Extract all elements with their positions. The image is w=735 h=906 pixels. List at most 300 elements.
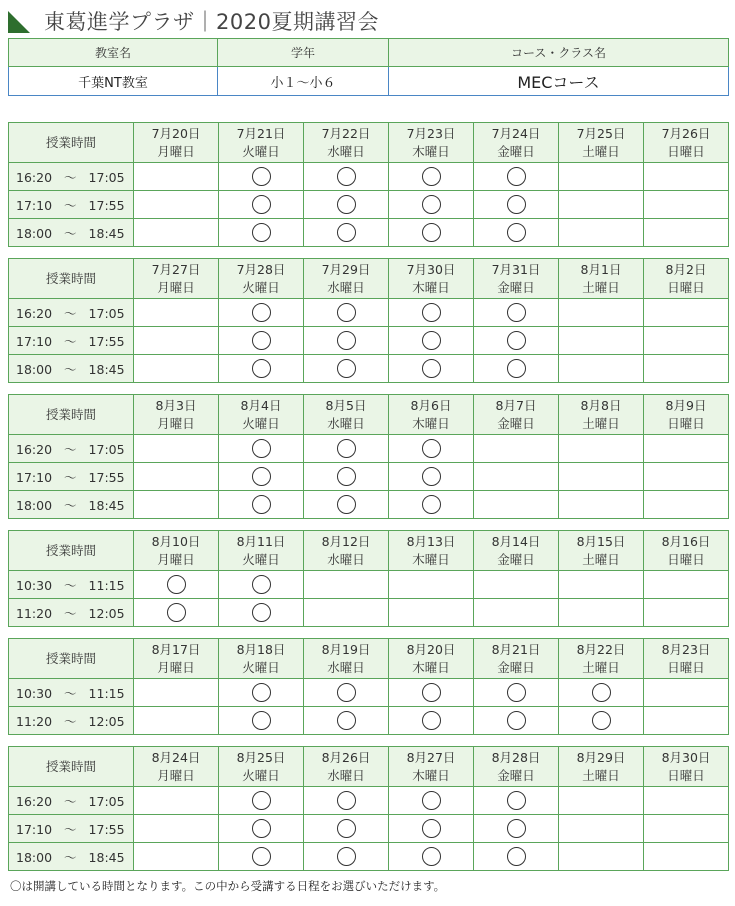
- slot-end: 17:55: [88, 197, 125, 213]
- slot-start: 16:20: [16, 169, 53, 185]
- schedule-cell: [304, 219, 389, 247]
- time-slot-row: [9, 815, 729, 843]
- schedule-cell: [559, 463, 644, 491]
- time-column-header: 授業時間: [9, 259, 134, 299]
- slot-start: 16:20: [16, 441, 53, 457]
- time-column-header: 授業時間: [9, 123, 134, 163]
- time-slot: [9, 163, 134, 191]
- open-circle-icon: [252, 791, 271, 810]
- day-header: [474, 123, 559, 163]
- day-header: [219, 259, 304, 299]
- schedule-cell: [134, 815, 219, 843]
- time-column-header: 授業時間: [9, 747, 134, 787]
- schedule-cell: [219, 191, 304, 219]
- day-weekday: 水曜日: [327, 143, 365, 159]
- slot-end: 17:55: [88, 821, 125, 837]
- title-triangle-icon: [8, 11, 30, 33]
- day-date: 8月8日: [580, 397, 622, 413]
- day-weekday: 日曜日: [667, 415, 705, 431]
- slot-start: 17:10: [16, 197, 53, 213]
- class-info-header-row: [9, 39, 729, 67]
- schedule-cell: [474, 355, 559, 383]
- page-title: 東葛進学プラザ｜2020夏期講習会: [44, 10, 379, 34]
- day-date: 7月30日: [406, 261, 456, 277]
- day-header: [474, 639, 559, 679]
- day-weekday: 木曜日: [412, 551, 450, 567]
- time-slot: [9, 815, 134, 843]
- day-header: [219, 531, 304, 571]
- slot-end: 17:05: [88, 169, 125, 185]
- schedule-cell: [389, 787, 474, 815]
- day-date: 7月26日: [661, 125, 711, 141]
- time-slot: [9, 191, 134, 219]
- schedule-cell: [474, 787, 559, 815]
- schedule-cell: [134, 787, 219, 815]
- schedule-cell: [134, 463, 219, 491]
- slot-start: 11:20: [16, 713, 53, 729]
- schedule-cell: [389, 327, 474, 355]
- schedule-header-row: [9, 395, 729, 435]
- day-header: [389, 123, 474, 163]
- open-circle-icon: [507, 711, 526, 730]
- schedule-cell: [644, 815, 729, 843]
- slot-separator: ～: [64, 577, 77, 593]
- open-circle-icon: [592, 683, 611, 702]
- day-date: 8月15日: [576, 533, 626, 549]
- day-weekday: 火曜日: [242, 279, 280, 295]
- schedule-cell: [304, 299, 389, 327]
- day-date: 8月28日: [491, 749, 541, 765]
- open-circle-icon: [507, 819, 526, 838]
- open-circle-icon: [507, 847, 526, 866]
- schedule-cell: [219, 355, 304, 383]
- open-circle-icon: [337, 195, 356, 214]
- schedule-cell: [304, 599, 389, 627]
- open-circle-icon: [422, 303, 441, 322]
- schedule-cell: [219, 843, 304, 871]
- day-weekday: 月曜日: [157, 767, 195, 783]
- day-header: [134, 531, 219, 571]
- schedule-cell: [134, 435, 219, 463]
- open-circle-icon: [167, 575, 186, 594]
- day-weekday: 火曜日: [242, 551, 280, 567]
- open-circle-icon: [252, 819, 271, 838]
- slot-start: 17:10: [16, 469, 53, 485]
- schedule-cell: [389, 843, 474, 871]
- grade-header: 学年: [218, 39, 389, 67]
- day-weekday: 日曜日: [667, 551, 705, 567]
- open-circle-icon: [337, 303, 356, 322]
- schedule-cell: [644, 355, 729, 383]
- day-header: [559, 123, 644, 163]
- schedule-cell: [474, 707, 559, 735]
- day-date: 7月20日: [151, 125, 201, 141]
- day-header: [219, 639, 304, 679]
- day-date: 8月5日: [325, 397, 367, 413]
- day-header: [389, 259, 474, 299]
- slot-end: 18:45: [88, 361, 125, 377]
- day-date: 8月7日: [495, 397, 537, 413]
- schedule-cell: [304, 435, 389, 463]
- slot-start: 18:00: [16, 225, 53, 241]
- day-date: 8月24日: [151, 749, 201, 765]
- time-slot: [9, 355, 134, 383]
- slot-start: 18:00: [16, 849, 53, 865]
- open-circle-icon: [422, 359, 441, 378]
- open-circle-icon: [252, 439, 271, 458]
- day-date: 8月21日: [491, 641, 541, 657]
- time-slot: [9, 299, 134, 327]
- slot-separator: ～: [64, 849, 77, 865]
- day-header: [304, 123, 389, 163]
- time-slot-row: [9, 191, 729, 219]
- open-circle-icon: [337, 819, 356, 838]
- open-circle-icon: [337, 683, 356, 702]
- day-date: 8月16日: [661, 533, 711, 549]
- day-weekday: 火曜日: [242, 659, 280, 675]
- schedule-cell: [559, 843, 644, 871]
- schedule-cell: [389, 163, 474, 191]
- slot-end: 12:05: [88, 605, 125, 621]
- day-header: [219, 395, 304, 435]
- slot-separator: ～: [64, 361, 77, 377]
- time-column-header: 授業時間: [9, 639, 134, 679]
- time-slot-row: [9, 327, 729, 355]
- slot-separator: ～: [64, 713, 77, 729]
- day-header: [559, 747, 644, 787]
- day-header: [134, 395, 219, 435]
- day-weekday: 木曜日: [412, 415, 450, 431]
- schedule-cell: [644, 599, 729, 627]
- schedule-cell: [644, 435, 729, 463]
- time-slot: [9, 327, 134, 355]
- slot-separator: ～: [64, 469, 77, 485]
- day-date: 8月6日: [410, 397, 452, 413]
- day-header: [389, 395, 474, 435]
- open-circle-icon: [252, 167, 271, 186]
- day-header: [219, 123, 304, 163]
- day-weekday: 水曜日: [327, 415, 365, 431]
- schedule-cell: [559, 191, 644, 219]
- open-circle-icon: [422, 467, 441, 486]
- slot-end: 12:05: [88, 713, 125, 729]
- schedule-cell: [559, 707, 644, 735]
- schedule-cell: [474, 599, 559, 627]
- schedule-cell: [559, 787, 644, 815]
- day-header: [304, 531, 389, 571]
- schedule-cell: [134, 679, 219, 707]
- open-circle-icon: [337, 791, 356, 810]
- day-date: 8月18日: [236, 641, 286, 657]
- slot-start: 10:30: [16, 685, 53, 701]
- slot-start: 18:00: [16, 361, 53, 377]
- time-slot-row: [9, 491, 729, 519]
- day-date: 8月22日: [576, 641, 626, 657]
- open-circle-icon: [422, 331, 441, 350]
- schedule-header-row: [9, 639, 729, 679]
- day-header: [474, 395, 559, 435]
- day-weekday: 金曜日: [497, 279, 535, 295]
- open-circle-icon: [337, 223, 356, 242]
- day-date: 7月24日: [491, 125, 541, 141]
- schedule-cell: [474, 463, 559, 491]
- schedule-cell: [389, 463, 474, 491]
- schedule-cell: [304, 571, 389, 599]
- time-slot-row: [9, 707, 729, 735]
- schedule-header-row: [9, 259, 729, 299]
- open-circle-icon: [422, 819, 441, 838]
- day-date: 8月3日: [155, 397, 197, 413]
- schedule-cell: [389, 299, 474, 327]
- schedule-cell: [134, 327, 219, 355]
- slot-separator: ～: [64, 225, 77, 241]
- day-header: [644, 747, 729, 787]
- schedule-cell: [304, 191, 389, 219]
- open-circle-icon: [337, 495, 356, 514]
- day-date: 8月13日: [406, 533, 456, 549]
- time-slot: [9, 491, 134, 519]
- day-weekday: 木曜日: [412, 143, 450, 159]
- slot-separator: ～: [64, 497, 77, 513]
- schedule-cell: [644, 463, 729, 491]
- slot-start: 11:20: [16, 605, 53, 621]
- schedule-cell: [219, 463, 304, 491]
- time-slot-row: [9, 679, 729, 707]
- slot-end: 17:05: [88, 793, 125, 809]
- schedule-cell: [474, 491, 559, 519]
- day-date: 8月11日: [236, 533, 286, 549]
- time-slot-row: [9, 463, 729, 491]
- open-circle-icon: [252, 683, 271, 702]
- open-circle-icon: [337, 167, 356, 186]
- time-slot-row: [9, 219, 729, 247]
- day-weekday: 水曜日: [327, 767, 365, 783]
- time-slot-row: [9, 355, 729, 383]
- schedule-cell: [559, 571, 644, 599]
- time-slot-row: [9, 843, 729, 871]
- class-info-value-row: [9, 67, 729, 96]
- open-circle-icon: [507, 683, 526, 702]
- slot-end: 18:45: [88, 849, 125, 865]
- day-date: 8月19日: [321, 641, 371, 657]
- day-weekday: 火曜日: [242, 767, 280, 783]
- schedule-cell: [134, 219, 219, 247]
- day-header: [134, 259, 219, 299]
- day-date: 8月9日: [665, 397, 707, 413]
- day-weekday: 日曜日: [667, 279, 705, 295]
- open-circle-icon: [252, 847, 271, 866]
- time-slot: [9, 219, 134, 247]
- day-date: 8月2日: [665, 261, 707, 277]
- schedule-cell: [304, 327, 389, 355]
- schedule-cell: [644, 219, 729, 247]
- open-circle-icon: [337, 467, 356, 486]
- day-header: [644, 639, 729, 679]
- schedule-cell: [389, 355, 474, 383]
- day-weekday: 金曜日: [497, 551, 535, 567]
- schedule-cell: [389, 571, 474, 599]
- schedule-cell: [644, 843, 729, 871]
- schedule-cell: [474, 679, 559, 707]
- day-date: 7月28日: [236, 261, 286, 277]
- time-slot: [9, 435, 134, 463]
- day-header: [474, 259, 559, 299]
- slot-separator: ～: [64, 333, 77, 349]
- open-circle-icon: [252, 603, 271, 622]
- open-circle-icon: [252, 711, 271, 730]
- open-circle-icon: [337, 359, 356, 378]
- day-header: [304, 639, 389, 679]
- schedule-cell: [219, 599, 304, 627]
- day-weekday: 土曜日: [582, 143, 620, 159]
- schedule-cell: [219, 679, 304, 707]
- day-header: [304, 747, 389, 787]
- time-slot-row: [9, 599, 729, 627]
- schedule-cell: [474, 163, 559, 191]
- day-weekday: 水曜日: [327, 659, 365, 675]
- open-circle-icon: [422, 223, 441, 242]
- open-circle-icon: [252, 223, 271, 242]
- schedule-cell: [304, 679, 389, 707]
- schedule-cell: [389, 707, 474, 735]
- schedule-cell: [559, 355, 644, 383]
- day-weekday: 月曜日: [157, 659, 195, 675]
- open-circle-icon: [252, 303, 271, 322]
- day-header: [304, 259, 389, 299]
- day-weekday: 日曜日: [667, 767, 705, 783]
- day-header: [559, 531, 644, 571]
- slot-separator: ～: [64, 793, 77, 809]
- day-header: [134, 639, 219, 679]
- open-circle-icon: [507, 167, 526, 186]
- time-slot-row: [9, 435, 729, 463]
- slot-end: 17:05: [88, 441, 125, 457]
- open-circle-icon: [422, 683, 441, 702]
- day-date: 8月17日: [151, 641, 201, 657]
- slot-end: 18:45: [88, 497, 125, 513]
- time-slot: [9, 843, 134, 871]
- schedule-cell: [559, 219, 644, 247]
- day-weekday: 木曜日: [412, 767, 450, 783]
- open-circle-icon: [507, 303, 526, 322]
- schedule-cell: [644, 191, 729, 219]
- schedule-cell: [304, 463, 389, 491]
- schedule-cell: [134, 707, 219, 735]
- schedule-cell: [644, 707, 729, 735]
- day-weekday: 水曜日: [327, 279, 365, 295]
- day-date: 7月27日: [151, 261, 201, 277]
- schedule-cell: [389, 219, 474, 247]
- day-header: [134, 747, 219, 787]
- day-weekday: 土曜日: [582, 415, 620, 431]
- time-slot-row: [9, 299, 729, 327]
- day-weekday: 木曜日: [412, 659, 450, 675]
- schedule-header-row: [9, 123, 729, 163]
- schedule-cell: [219, 163, 304, 191]
- slot-separator: ～: [64, 685, 77, 701]
- slot-end: 17:55: [88, 469, 125, 485]
- day-header: [559, 259, 644, 299]
- day-header: [644, 531, 729, 571]
- day-weekday: 木曜日: [412, 279, 450, 295]
- day-date: 8月30日: [661, 749, 711, 765]
- schedule-cell: [644, 571, 729, 599]
- slot-start: 17:10: [16, 333, 53, 349]
- schedule-cell: [559, 599, 644, 627]
- day-header: [559, 639, 644, 679]
- day-header: [219, 747, 304, 787]
- open-circle-icon: [507, 331, 526, 350]
- slot-start: 16:20: [16, 305, 53, 321]
- open-circle-icon: [252, 331, 271, 350]
- schedule-cell: [474, 299, 559, 327]
- schedule-cell: [559, 299, 644, 327]
- day-weekday: 月曜日: [157, 551, 195, 567]
- schedule-cell: [219, 707, 304, 735]
- schedule-cell: [389, 815, 474, 843]
- open-circle-icon: [252, 495, 271, 514]
- course-value: MECコース: [389, 67, 729, 96]
- schedule-cell: [644, 299, 729, 327]
- schedule-cell: [219, 491, 304, 519]
- schedule-cell: [474, 327, 559, 355]
- day-header: [559, 395, 644, 435]
- open-circle-icon: [337, 711, 356, 730]
- day-weekday: 土曜日: [582, 279, 620, 295]
- day-weekday: 月曜日: [157, 143, 195, 159]
- day-date: 8月23日: [661, 641, 711, 657]
- schedule-cell: [644, 327, 729, 355]
- day-weekday: 水曜日: [327, 551, 365, 567]
- time-slot: [9, 679, 134, 707]
- schedule-week-table: [8, 530, 729, 627]
- open-circle-icon: [422, 791, 441, 810]
- schedule-week-table: [8, 122, 729, 247]
- day-header: [134, 123, 219, 163]
- schedule-cell: [389, 679, 474, 707]
- schedule-cell: [134, 843, 219, 871]
- day-weekday: 月曜日: [157, 415, 195, 431]
- day-date: 7月25日: [576, 125, 626, 141]
- day-weekday: 土曜日: [582, 767, 620, 783]
- day-header: [474, 531, 559, 571]
- day-weekday: 火曜日: [242, 415, 280, 431]
- schedule-cell: [134, 599, 219, 627]
- schedule-header-row: [9, 531, 729, 571]
- day-weekday: 金曜日: [497, 767, 535, 783]
- open-circle-icon: [507, 223, 526, 242]
- day-date: 8月29日: [576, 749, 626, 765]
- schedule-cell: [304, 163, 389, 191]
- day-date: 8月27日: [406, 749, 456, 765]
- schedule-cell: [219, 219, 304, 247]
- schedule-week-table: [8, 394, 729, 519]
- day-weekday: 土曜日: [582, 551, 620, 567]
- open-circle-icon: [337, 847, 356, 866]
- open-circle-icon: [592, 711, 611, 730]
- page-header: [8, 6, 379, 36]
- slot-separator: ～: [64, 305, 77, 321]
- schedule-week-table: [8, 638, 729, 735]
- time-slot: [9, 787, 134, 815]
- schedule-cell: [219, 299, 304, 327]
- schedule-cell: [389, 491, 474, 519]
- schedule-cell: [219, 815, 304, 843]
- slot-start: 16:20: [16, 793, 53, 809]
- day-header: [304, 395, 389, 435]
- time-slot: [9, 707, 134, 735]
- day-date: 7月29日: [321, 261, 371, 277]
